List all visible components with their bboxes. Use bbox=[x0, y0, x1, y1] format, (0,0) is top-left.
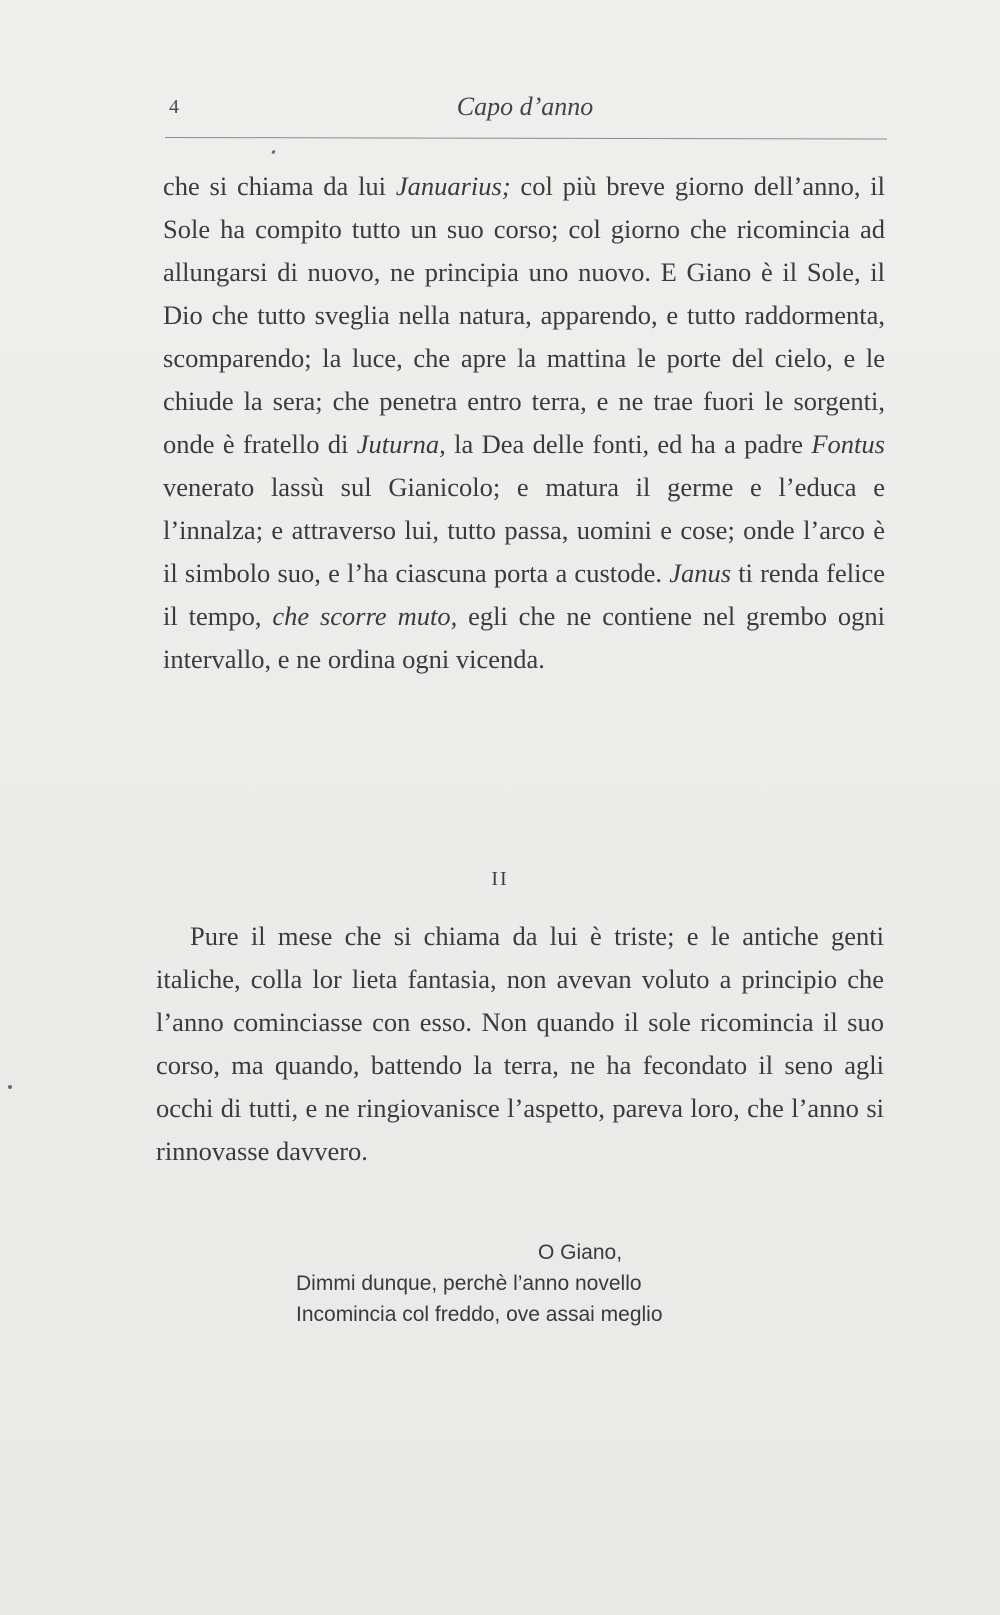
paper-speck bbox=[271, 150, 276, 155]
italic-term: Janus bbox=[669, 558, 732, 588]
running-title: Capo d’anno bbox=[456, 92, 594, 121]
page-header bbox=[165, 90, 885, 130]
italic-term: Juturna, bbox=[356, 429, 446, 459]
text-run: la Dea delle fonti, ed ha a padre bbox=[445, 429, 812, 459]
verse-line: Incomincia col freddo, ove assai meglio bbox=[296, 1303, 663, 1326]
italic-term: Fontus bbox=[811, 429, 885, 459]
text-run: venerato lassù sul Gianicolo; e matura il germe e l’educa e l’innalza; e attraverso lui, tutto passa, uomini e cose; onde l’arco è il simbolo suo, e l’ha ciascuna porta a custode. bbox=[163, 472, 885, 588]
paragraph-1-text bbox=[163, 165, 885, 681]
text-run: ti renda felice il tempo, bbox=[163, 558, 885, 631]
verse-line: Dimmi dunque, perchè l’anno novello bbox=[296, 1272, 642, 1295]
section-number: II bbox=[491, 868, 509, 890]
paragraph-2: Pure il mese che si chiama da lui è triste; e le antiche genti italiche, colla lor lieta fantasia, non avevan voluto a principio che l’anno cominciasse con esso. Non quando il sole ricomincia il suo corso, ma quando, battendo la terra, ne ha fecondato il seno agli occhi di tutti, e ne ringiovanisce l’aspetto, pareva loro, che l’anno si rinnovasse davvero. bbox=[156, 921, 884, 1166]
italic-term: che scorre muto, bbox=[272, 601, 458, 631]
paragraph-continued bbox=[163, 165, 885, 681]
verse-quotation bbox=[296, 1237, 776, 1330]
page-number: 4 bbox=[169, 96, 179, 118]
text-run: egli che ne contiene nel grembo ogni intervallo, e ne ordina ogni vicenda. bbox=[163, 601, 885, 674]
header-rule bbox=[165, 137, 887, 140]
italic-term: Januarius; bbox=[395, 171, 511, 201]
text-run: che si chiama da lui bbox=[163, 171, 396, 201]
text-run: col più breve giorno dell’anno, il Sole ha compito tutto un suo corso; col giorno che ricomincia ad allungarsi di nuovo, ne principia uno nuovo. E Giano è il Sole, il Dio che tutto sveglia nella natura, apparendo, e tutto raddormenta, scomparendo; la luce, che apre la mattina le porte del cielo, e le chiude la sera; che penetra entro terra, e ne trae fuori le sorgenti, onde è fratello di bbox=[163, 171, 885, 459]
verse-line: O Giano, bbox=[538, 1241, 623, 1264]
paper-speck bbox=[8, 1085, 12, 1089]
